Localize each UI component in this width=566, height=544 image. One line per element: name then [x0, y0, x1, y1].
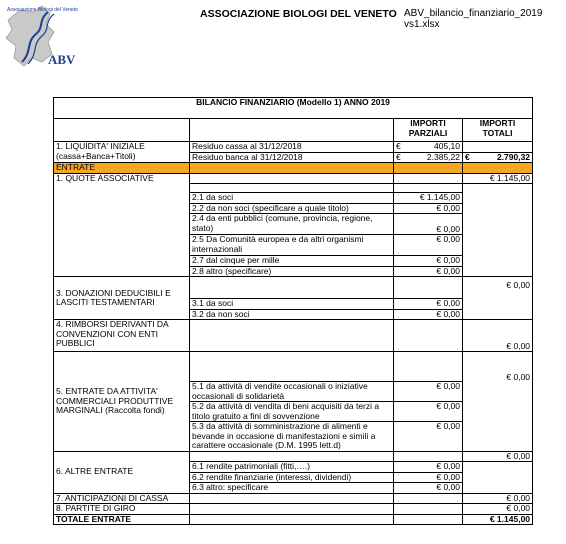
org-title: ASSOCIAZIONE BIOLOGI DEL VENETO	[200, 8, 397, 20]
donazioni-total: € 0,00	[463, 277, 533, 320]
item-value: € 0,00	[394, 309, 463, 320]
file-name: ABV_bilancio_finanziario_2019 vs1.xlsx	[404, 8, 543, 30]
item-value: € 0,00	[394, 483, 463, 494]
bank-value: 2.385,22	[426, 152, 460, 162]
attivita-total: € 0,00	[463, 352, 533, 452]
list-item: 5.3 da attività di somministrazione di alimenti e bevande in occasione di manifestazioni e simili a carattere occasionale (D.M. 1995 lett.d)	[190, 422, 394, 452]
item-value: € 0,00	[394, 266, 463, 277]
abv-logo	[2, 2, 84, 76]
partite-label: 8. PARTITE DI GIRO	[54, 504, 190, 515]
anticipazioni-total: € 0,00	[463, 493, 533, 504]
col-partial-header: IMPORTI PARZIALI	[394, 119, 463, 142]
item-value: € 0,00	[394, 299, 463, 310]
list-item: 6.2 rendite finanziarie (interessi, dividendi)	[190, 472, 394, 483]
item-value: € 0,00	[394, 235, 463, 256]
logo-text: Associazione Biologi del Veneto	[7, 7, 78, 13]
list-item: 2.4 da enti pubblici (comune, provincia, regione, stato)	[190, 214, 394, 235]
entrate-label: ENTRATE	[54, 163, 190, 174]
cash-label: Residuo cassa al 31/12/2018	[190, 142, 394, 153]
bank-currency: €	[396, 152, 401, 162]
totale-label: TOTALE ENTRATE	[54, 514, 190, 525]
item-value: € 0,00	[394, 203, 463, 214]
liquidity-label: 1. LIQUIDITA' INIZIALE (cassa+Banca+Titoli)	[54, 142, 190, 163]
altre-total: € 0,00	[463, 451, 533, 462]
col-total-header: IMPORTI TOTALI	[463, 119, 533, 142]
item-value: € 0,00	[394, 402, 463, 422]
cash-value: 405,10	[434, 141, 460, 151]
list-item: 5.1 da attività di vendite occasionali o iniziative occasionali di solidarietà	[190, 382, 394, 402]
rimborsi-label: 4. RIMBORSI DERIVANTI DA CONVENZIONI CON ENTI PUBBLICI	[54, 320, 190, 352]
list-item: 3.1 da soci	[190, 299, 394, 310]
totale-value: € 1.145,00	[463, 514, 533, 525]
attivita-label: 5. ENTRATE DA ATTIVITA' COMMERCIALI PRODUTTIVE MARGINALI (Raccolta fondi)	[54, 352, 190, 452]
quote-label: 1. QUOTE ASSOCIATIVE	[54, 173, 190, 277]
item-value: € 0,00	[394, 382, 463, 402]
partite-total: € 0,00	[463, 504, 533, 515]
list-item: 5.2 da attività di vendita di beni acquisiti da terzi a titolo gratuito a fini di sovvenzione	[190, 402, 394, 422]
list-item: 6.3 altro: specificare	[190, 483, 394, 494]
altre-label: 6. ALTRE ENTRATE	[54, 451, 190, 493]
list-item: 2.1 da soci	[190, 193, 394, 204]
cash-currency: €	[396, 141, 401, 151]
financial-table	[53, 97, 533, 525]
item-value: € 0,00	[394, 256, 463, 267]
list-item: 6.1 rendite patrimoniali (fitti,….)	[190, 462, 394, 473]
donazioni-label: 3. DONAZIONI DEDUCIBILI E LASCITI TESTAMENTARI	[54, 277, 190, 320]
table-title: BILANCIO FINANZIARIO (Modello 1) ANNO 2019	[54, 98, 533, 119]
quote-total: € 1.145,00	[463, 173, 533, 184]
liquidity-total-currency: €	[465, 152, 470, 162]
liquidity-total-value: 2.790,32	[496, 152, 531, 162]
list-item: 2.5 Da Comunità europea e da altri organismi internazionali	[190, 235, 394, 256]
item-value: € 0,00	[394, 214, 463, 235]
item-value: € 0,00	[394, 472, 463, 483]
item-value: € 0,00	[394, 462, 463, 473]
list-item: 2.7 dal cinque per mille	[190, 256, 394, 267]
rimborsi-total: € 0,00	[463, 320, 533, 352]
list-item: 2.2 da non soci (specificare a quale titolo)	[190, 203, 394, 214]
list-item: 3.2 da non soci	[190, 309, 394, 320]
bank-label: Residuo banca al 31/12/2018	[190, 152, 394, 163]
list-item: 2.8 altro (specificare)	[190, 266, 394, 277]
item-value: € 0,00	[394, 422, 463, 452]
logo-abbr: ABV	[48, 52, 76, 67]
anticipazioni-label: 7. ANTICIPAZIONI DI CASSA	[54, 493, 190, 504]
item-value: € 1.145,00	[394, 193, 463, 204]
